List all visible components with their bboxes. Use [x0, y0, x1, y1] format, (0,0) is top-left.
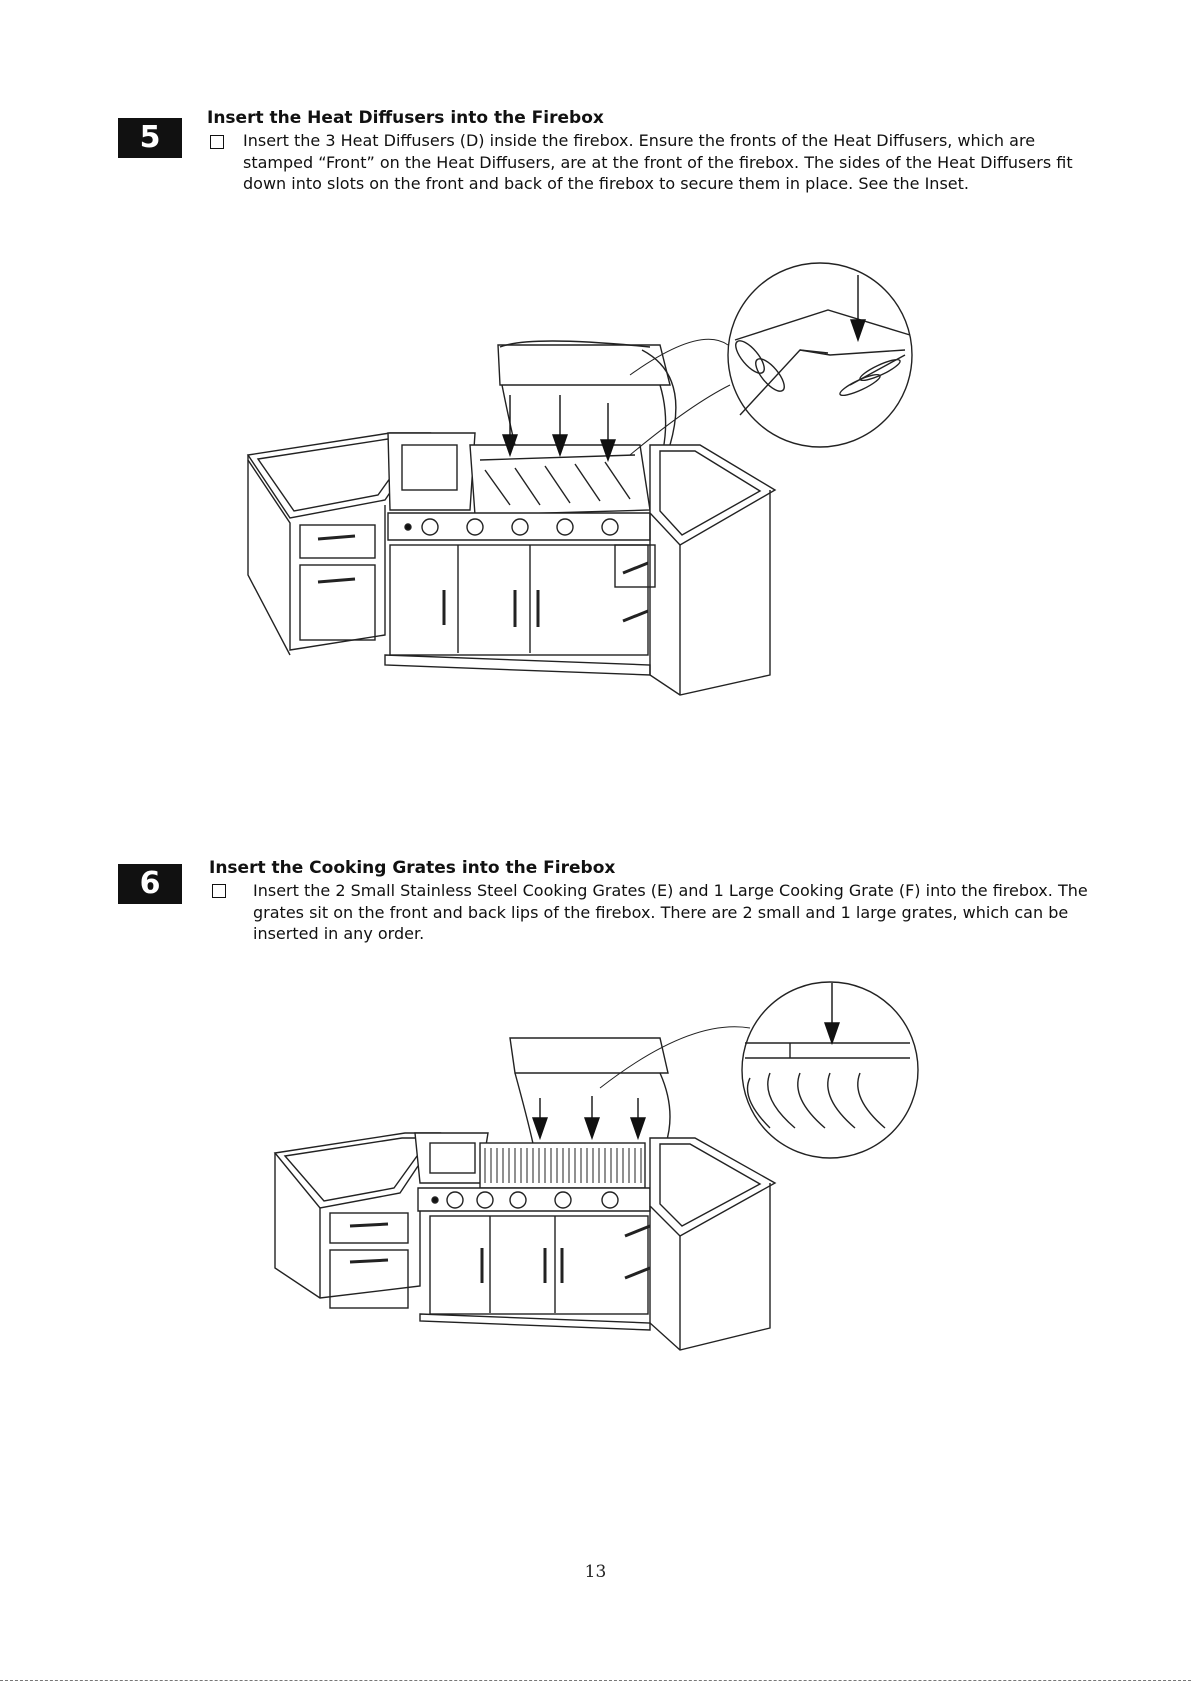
step-6-title: Insert the Cooking Grates into the Firebox — [209, 858, 616, 878]
step-6-figure-grill-island — [270, 978, 950, 1418]
step-6-checkbox[interactable] — [212, 884, 226, 898]
step-5-title: Insert the Heat Diffusers into the Firebox — [207, 108, 604, 128]
page-number: 13 — [584, 1562, 607, 1582]
step-5-figure-grill-island — [230, 255, 970, 760]
page-bottom-rule — [0, 1680, 1191, 1681]
step-5-instructions: Insert the 3 Heat Diffusers (D) inside the firebox. Ensure the fronts of the Heat Diffusers, which are stamped “Front” on the Heat Diffusers, are at the front of the firebox. The sides of the Heat Diffusers fit down into slots on the front and back of the firebox to secure them in place. See the Inset. — [243, 131, 1073, 193]
step-5-checkbox[interactable] — [210, 135, 224, 149]
step-6-badge: 6 — [118, 864, 182, 904]
step-5-badge: 5 — [118, 118, 182, 158]
step-6-instructions: Insert the 2 Small Stainless Steel Cooking Grates (E) and 1 Large Cooking Grate (F) into the firebox. The grates sit on the front and back lips of the firebox. There are 2 small and 1 large grates, which can be inserted in any order. — [253, 881, 1088, 943]
